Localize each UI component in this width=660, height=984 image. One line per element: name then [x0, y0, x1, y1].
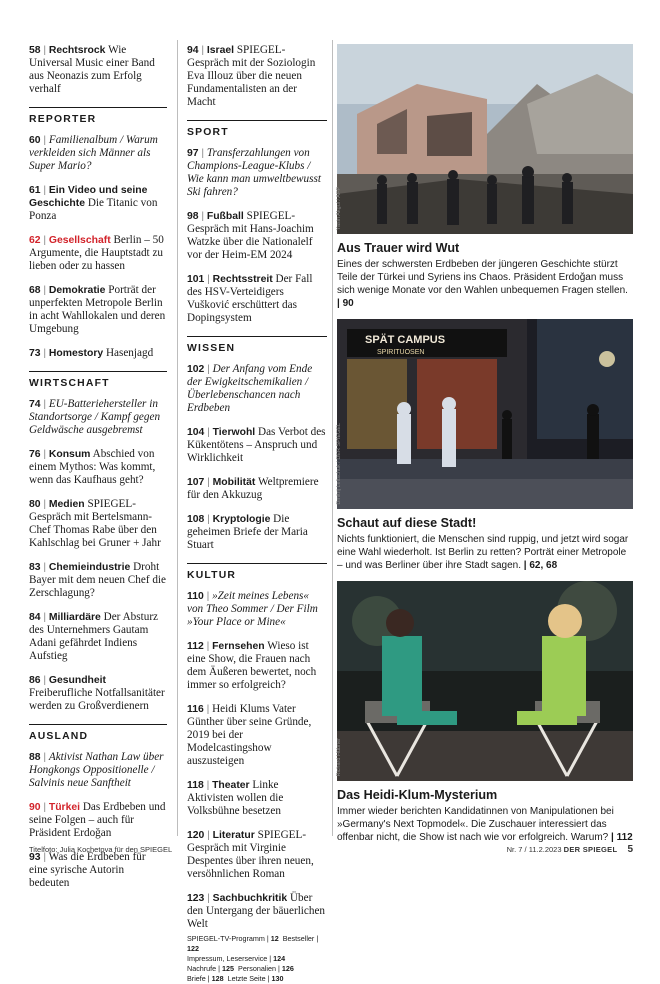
toc-entry[interactable]: 73 | Homestory Hasenjagd: [29, 347, 154, 359]
toc-entry[interactable]: 60 | Familienalbum / Warum verkleiden sich Männer als Super Mario?: [29, 134, 158, 172]
toc-entry[interactable]: 80 | Medien SPIEGEL-Gespräch mit Bertelsmann-Chef Thomas Rabe über den Kahlschlag bei Gruner + Jahr: [29, 498, 161, 549]
index-list: SPIEGEL-TV-Programm | 12 Bestseller | 122 Impressum, Leserservice | 124 Nachrufe | 125 Personalien | 126 Briefe | 128 Letzte Seite | 130: [187, 934, 319, 983]
story-title[interactable]: Aus Trauer wird Wut: [337, 241, 460, 255]
toc-entry[interactable]: 97 | Transferzahlungen von Champions-League-Klubs / Wie kann man umweltbewusst Ski fahren?: [187, 147, 321, 198]
earthquake-image: [337, 44, 633, 234]
toc-entry[interactable]: 110 | »Zeit meines Lebens« von Theo Sommer / Der Film »Your Place or Mine«: [187, 590, 318, 628]
photo-credit: Dmitrij Leltschuk / DER SPIEGEL: [336, 423, 342, 505]
toc-entry[interactable]: 93 | Was die Erdbeben für eine syrische Autorin bedeuten: [29, 851, 146, 889]
section-heading-wirtschaft: WIRTSCHAFT: [29, 371, 167, 389]
toc-entry[interactable]: 68 | Demokratie Porträt der unperfekten Metropole Berlin in acht Wahllokalen und deren Umgebung: [29, 284, 166, 335]
toc-column-2: [187, 44, 327, 984]
magazine-name: DER SPIEGEL: [563, 845, 618, 854]
toc-entry[interactable]: 58 | Rechtsrock Wie Universal Music einer Band aus Neonazis zum Erfolg verhalf: [29, 44, 155, 95]
story-teaser: Eines der schwersten Erdbeben der jüngeren Geschichte stürzt Teile der Türkei und Syriens ins Chaos. Präsident Erdoğan muss sich wenige Monate vor den Wahlen unbequemen Fragen stellen. | 90: [337, 259, 628, 309]
sign-spirituosen: SPIRITUOSEN: [377, 349, 425, 356]
issue-info: [507, 844, 633, 855]
toc-entry[interactable]: 107 | Mobilität Weltpremiere für den Akkuzug: [187, 476, 319, 501]
section-heading-sport: SPORT: [187, 120, 327, 138]
section-heading-wissen: WISSEN: [187, 336, 327, 354]
toc-entry[interactable]: 76 | Konsum Abschied von einem Mythos: Was kommt, wenn das Kaufhaus geht?: [29, 448, 156, 486]
heidi-klum-image: [337, 581, 633, 781]
toc-entry-highlighted[interactable]: 62 | Gesellschaft Berlin – 50 Argumente, die Hauptstadt zu lieben oder zu hassen: [29, 234, 164, 272]
toc-entry[interactable]: 98 | Fußball SPIEGEL-Gespräch mit Hans-Joachim Watzke über die Nationalelf vor der Heim-EM 2024: [187, 210, 314, 261]
toc-entry[interactable]: 120 | Literatur SPIEGEL-Gespräch mit Virginie Despentes über ihren neuen, versöhnlichen Roman: [187, 829, 314, 880]
toc-entry[interactable]: 61 | Ein Video und seine Geschichte Die Titanic von Ponza: [29, 185, 158, 222]
toc-entry[interactable]: 84 | Milliardäre Der Absturz des Unternehmers Gautam Adani gefährdet Indiens Aufstieg: [29, 611, 159, 662]
toc-entry[interactable]: 88 | Aktivist Nathan Law über Hongkongs Oppositionelle / Salvinis neue Sanftheit: [29, 751, 164, 789]
toc-entry[interactable]: 86 | Gesundheit Freiberufliche Notfallsanitäter werden zu Großverdienern: [29, 675, 165, 712]
toc-entry[interactable]: 83 | Chemieindustrie Droht Bayer mit dem neuen Chef die Zerschlagung?: [29, 561, 167, 599]
column-divider: [332, 40, 333, 836]
toc-entry-highlighted[interactable]: 90 | Türkei Das Erdbeben und seine Folgen – auch für Präsident Erdoğan: [29, 801, 166, 839]
toc-entry[interactable]: 74 | EU-Batteriehersteller in Standortsorge / Kampf gegen Geldwäsche ausgebremst: [29, 398, 161, 436]
section-heading-ausland: AUSLAND: [29, 724, 167, 742]
heidi-klum-photo[interactable]: [337, 581, 633, 781]
story-teaser: Nichts funktioniert, die Menschen sind ruppig, und jetzt wird sogar eine Wahl wiederholt. Ist Berlin zu retten? Porträt einer Metropole – und was Berliner über ihre Stadt sagen. | 62, 68: [337, 534, 629, 571]
photo-credit: Richard Hübner: [336, 738, 342, 777]
toc-entry[interactable]: 94 | Israel SPIEGEL-Gespräch mit der Soziologin Eva Illouz über die neuen Fundamentalisten an der Macht: [187, 44, 316, 108]
story-title[interactable]: Schaut auf diese Stadt!: [337, 516, 477, 530]
cover-photo-credit: Titelfoto: Julia Kochetova für den SPIEGEL: [29, 845, 173, 854]
story-title[interactable]: Das Heidi-Klum-Mysterium: [337, 788, 498, 802]
photo-credit: Yasin Akgul / AFP: [336, 186, 342, 230]
toc-entry[interactable]: 116 | Heidi Klums Vater Günther über seine Gründe, 2019 bei der Modelcastingshow auszusteigen: [187, 703, 312, 767]
toc-column-1: [29, 44, 167, 901]
section-heading-reporter: REPORTER: [29, 107, 167, 125]
page-number: 5: [627, 844, 633, 855]
toc-entry[interactable]: 112 | Fernsehen Wieso ist eine Show, die Frauen nach dem Äußeren bewertet, noch immer so erfolgreich?: [187, 640, 317, 691]
berlin-night-image: [337, 319, 633, 509]
sign-spaet-campus: SPÄT CAMPUS: [365, 334, 446, 346]
toc-entry[interactable]: 101 | Rechtsstreit Der Fall des HSV-Verteidigers Vušković erschüttert das Dopingsystem: [187, 273, 313, 324]
earthquake-photo[interactable]: [337, 44, 633, 234]
issue-number: Nr. 7 / 11.2.2023: [506, 845, 562, 854]
section-heading-kultur: KULTUR: [187, 563, 327, 581]
column-divider: [177, 40, 178, 836]
featured-stories: [337, 44, 633, 844]
berlin-photo[interactable]: [337, 319, 633, 509]
toc-entry[interactable]: 123 | Sachbuchkritik Über den Untergang der bäuerlichen Welt: [187, 892, 326, 930]
toc-entry[interactable]: 102 | Der Anfang vom Ende der Ewigkeitschemikalien / Überlebenschancen nach Erdbeben: [187, 363, 313, 414]
toc-entry[interactable]: 108 | Kryptologie Die geheimen Briefe der Maria Stuart: [187, 513, 308, 551]
toc-entry[interactable]: 104 | Tierwohl Das Verbot des Kükentötens – Anspruch und Wirklichkeit: [187, 426, 326, 464]
story-teaser: Immer wieder berichten Kandidatinnen von Manipulationen bei »Germany's Next Topmodel«. Die Zuschauer interessiert das offenbar nicht, die Show ist nach wie vor erfolgreich. Warum? | 112: [337, 806, 633, 843]
toc-entry[interactable]: 118 | Theater Linke Aktivisten wollen die Volksbühne besetzen: [187, 779, 284, 817]
